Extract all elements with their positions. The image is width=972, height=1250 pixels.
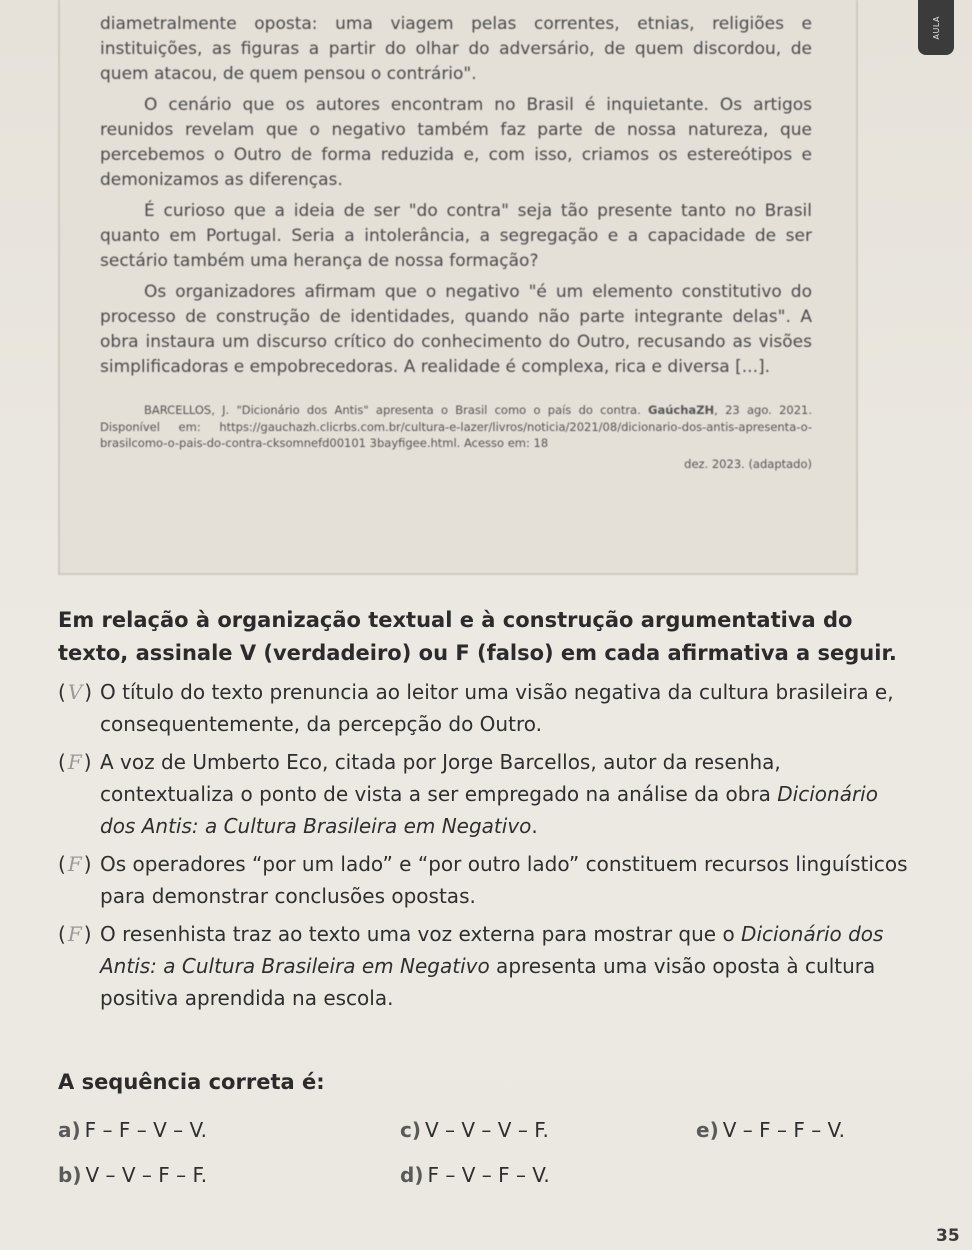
answer-1: V: [67, 680, 83, 704]
statement-4-text: [100, 918, 918, 1014]
statement-2-text: [100, 746, 918, 842]
text-excerpt-box: [58, 0, 858, 575]
sequence-title: A sequência correta é:: [58, 1070, 325, 1094]
option-a-letter: a): [58, 1118, 81, 1142]
statement-2-part-a: A voz de Umberto Eco, citada por Jorge Barcellos, autor da resenha, contextualiza o ponto de vista a ser empregado na análise da obra: [100, 750, 781, 806]
statement-4: [58, 918, 918, 1014]
statement-2-title: Dicionário dos Antis: a Cultura Brasileira em Negativo: [100, 782, 878, 838]
option-d-letter: d): [400, 1163, 424, 1187]
lesson-side-tab: [918, 0, 954, 55]
option-c-text: V – V – V – F.: [425, 1118, 549, 1142]
statement-4-part-b: apresenta uma visão oposta à cultura positiva aprendida na escola.: [100, 954, 876, 1010]
option-c-letter: c): [400, 1118, 421, 1142]
statement-3: [58, 848, 918, 912]
answer-4: F: [67, 922, 82, 946]
statement-1: [58, 676, 918, 740]
option-b[interactable]: [58, 1163, 207, 1187]
statement-4-title: Dicionário dos Antis: a Cultura Brasileira em Negativo: [100, 922, 884, 978]
citation: [100, 402, 812, 452]
statement-3-text: Os operadores “por um lado” e “por outro lado” constituem recursos linguísticos para demonstrar conclusões opostas.: [100, 852, 908, 908]
answer-mark-4: ( F ): [58, 922, 92, 946]
excerpt-paragraph-4: Os organizadores afirmam que o negativo "é um elemento constitutivo do processo de construção de identidades, quando não parte integrante delas". A obra instaura um discurso crítico do conhecimento do Outro, recusando as visões simplificadoras e empobrecedoras. A realidade é complexa, rica e diversa [...].: [100, 282, 812, 377]
option-e[interactable]: [696, 1118, 845, 1142]
option-e-letter: e): [696, 1118, 719, 1142]
option-d-text: F – V – F – V.: [427, 1163, 550, 1187]
excerpt-paragraph-2: O cenário que os autores encontram no Brasil é inquietante. Os artigos reunidos revelam que o negativo também faz parte de nossa natureza, que percebemos o Outro de forma reduzida e, com isso, criamos os estereótipos e demonizamos as diferenças.: [100, 95, 812, 190]
excerpt-paragraph-3: É curioso que a ideia de ser "do contra" seja tão presente tanto no Brasil quanto em Portugal. Seria a intolerância, a segregação e a capacidade de ser sectário também uma herança de nossa formação?: [100, 201, 812, 271]
question-stem: Em relação à organização textual e à construção argumentativa do texto, assinale V (verdadeiro) ou F (falso) em cada afirmativa a seguir.: [58, 608, 897, 665]
statement-2: [58, 746, 918, 842]
citation-end: dez. 2023. (adaptado): [684, 456, 812, 471]
option-e-text: V – F – F – V.: [722, 1118, 846, 1142]
side-tab-label: AULA: [931, 15, 941, 40]
option-b-text: V – V – F – F.: [85, 1163, 208, 1187]
statement-1-text: O título do texto prenuncia ao leitor uma visão negativa da cultura brasileira e, consequentemente, da percepção do Outro.: [100, 680, 894, 736]
page-number: 35: [936, 1226, 960, 1246]
option-b-letter: b): [58, 1163, 82, 1187]
answer-mark-2: ( F ): [58, 750, 92, 774]
answer-mark-3: ( F ): [58, 852, 92, 876]
answer-3: F: [67, 852, 82, 876]
citation-source: GaúchaZH: [648, 403, 715, 417]
citation-pre: BARCELLOS, J. "Dicionário dos Antis" apresenta o Brasil como o país do contra.: [144, 403, 641, 417]
option-a[interactable]: [58, 1118, 207, 1142]
option-d[interactable]: [400, 1163, 550, 1187]
option-a-text: F – F – V – V.: [84, 1118, 207, 1142]
question-block: [58, 604, 918, 1014]
citation-post: , 23 ago. 2021. Disponível em: https://gauchazh.clicrbs.com.br/cultura-e-lazer/livros/noticia/2021/08/dicionario-dos-antis-apresenta-o-brasilcomo-o-pais-do-contra-cksomnefd00101 3bayfigee.html. Acesso em: 18: [100, 403, 813, 450]
statement-2-part-b: .: [531, 814, 538, 838]
answer-mark-1: ( V ): [58, 680, 93, 704]
answer-2: F: [67, 750, 82, 774]
excerpt-paragraph-1: diametralmente oposta: uma viagem pelas correntes, etnias, religiões e instituições, as figuras a partir do olhar do adversário, de quem discordou, de quem atacou, de quem pensou o contrário".: [100, 14, 812, 84]
statement-4-part-a: O resenhista traz ao texto uma voz externa para mostrar que o: [100, 922, 742, 946]
option-c[interactable]: [400, 1118, 549, 1142]
